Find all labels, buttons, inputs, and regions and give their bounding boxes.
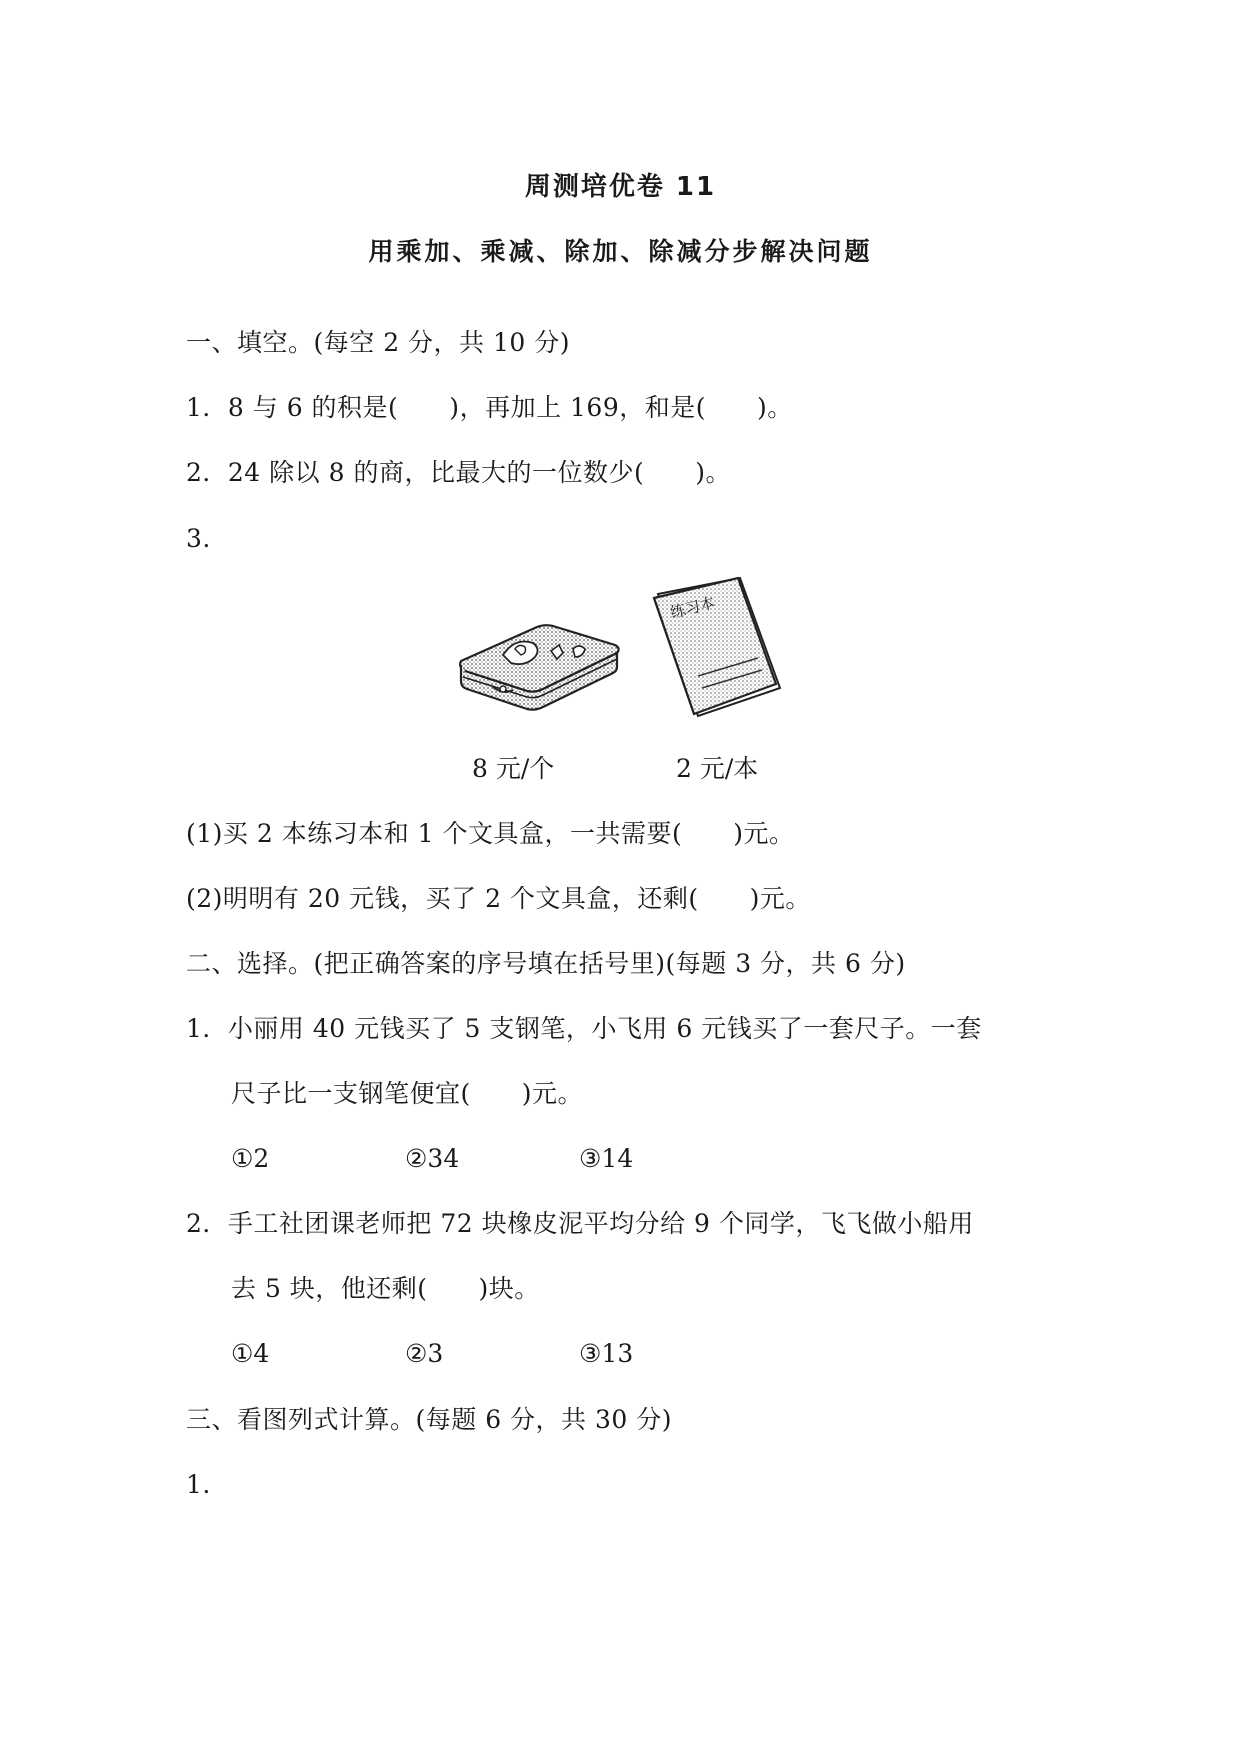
question-2-1-option-3: ③14	[579, 1144, 634, 1173]
page-title: 周测培优卷 11	[524, 172, 717, 202]
question-2-1-option-2: ②34	[405, 1144, 460, 1173]
question-2-2-line-2: 去 5 块，他还剩( )块。	[231, 1274, 540, 1303]
question-1-3-2: (2)明明有 20 元钱，买了 2 个文具盒，还剩( )元。	[186, 884, 811, 913]
question-2-1-option-1: ①2	[231, 1144, 270, 1173]
page-subtitle: 用乘加、乘减、除加、除减分步解决问题	[368, 237, 873, 266]
question-2-1-line-1: 1．小丽用 40 元钱买了 5 支钢笔，小飞用 6 元钱买了一套尺子。一套	[186, 1014, 982, 1043]
price-pencil-box: 8 元/个	[472, 754, 555, 783]
question-2-2-option-1: ①4	[231, 1339, 270, 1368]
notebook-icon	[650, 572, 790, 722]
section-3-heading: 三、看图列式计算。(每题 6 分，共 30 分)	[186, 1405, 673, 1434]
pencil-box-icon	[455, 615, 625, 725]
question-2-2-line-1: 2．手工社团课老师把 72 块橡皮泥平均分给 9 个同学，飞飞做小船用	[186, 1209, 974, 1238]
question-1-3-1: (1)买 2 本练习本和 1 个文具盒，一共需要( )元。	[186, 819, 795, 848]
section-2-heading: 二、选择。(把正确答案的序号填在括号里)(每题 3 分，共 6 分)	[186, 949, 906, 978]
question-2-1-line-2: 尺子比一支钢笔便宜( )元。	[231, 1079, 584, 1108]
question-2-2-option-2: ②3	[405, 1339, 444, 1368]
question-3-1-label: 1.	[186, 1470, 211, 1499]
notebook-cover-text: 练习本	[668, 593, 717, 622]
question-1-3-label: 3.	[186, 524, 211, 553]
question-1-1: 1．8 与 6 的积是( )，再加上 169，和是( )。	[186, 393, 793, 422]
price-notebook: 2 元/本	[676, 754, 759, 783]
section-1-heading: 一、填空。(每空 2 分，共 10 分)	[186, 328, 571, 357]
question-2-2-option-3: ③13	[579, 1339, 634, 1368]
question-1-2: 2．24 除以 8 的商，比最大的一位数少( )。	[186, 458, 731, 487]
